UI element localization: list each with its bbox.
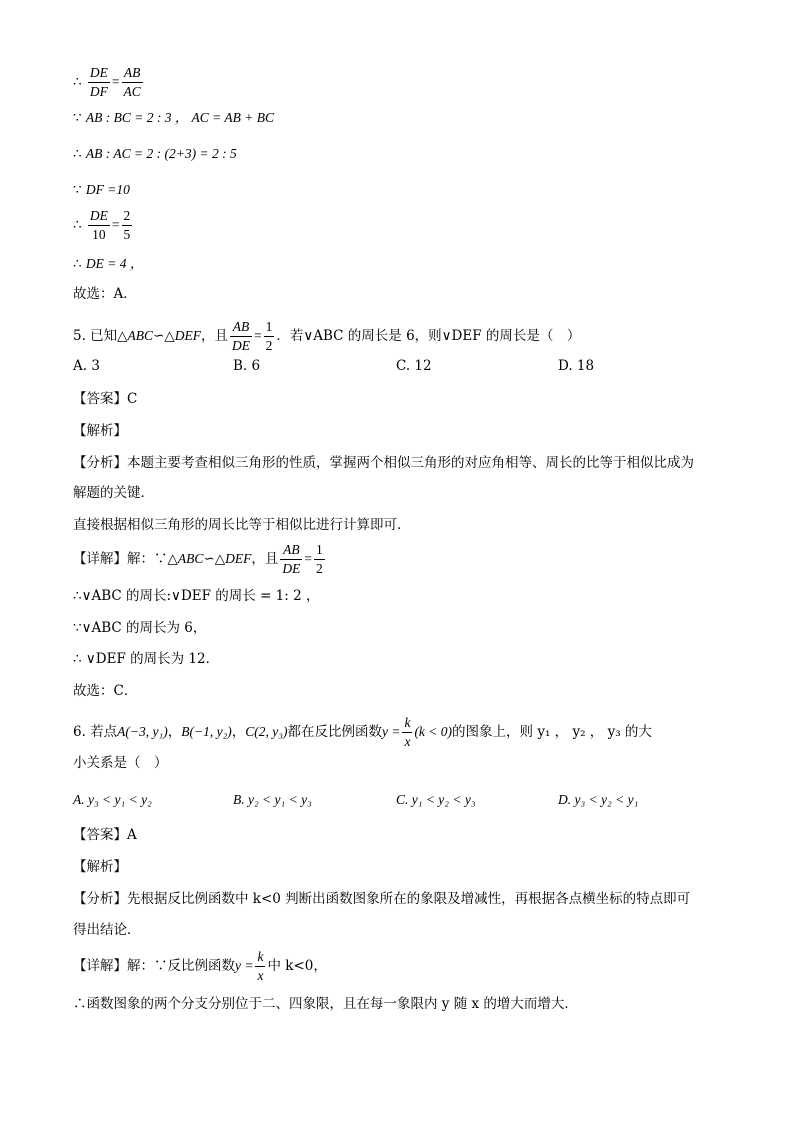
- q5-xiangjie-2: ∴∨ABC 的周长:∨DEF 的周长 = 1: 2 ，: [73, 588, 320, 604]
- question-6-line-2: 小关系是（ ）: [73, 755, 168, 771]
- because-symbol: ∵: [73, 110, 82, 126]
- fraction-ab-de-2: $\frac{AB}{DE}$: [282, 542, 301, 576]
- q5-analysis-heading: 【解析】: [73, 423, 127, 439]
- q5-option-c: C. 12: [396, 358, 432, 374]
- line-de-result: ∴ DE = 4 ，: [73, 256, 144, 272]
- because-symbol: ∵: [73, 182, 82, 198]
- q6-option-b: B. y₂ < y₁ < y₃: [233, 792, 312, 807]
- fraction-1-2: $\frac{1}{2}$: [265, 319, 273, 353]
- q6-option-d: D. y₃ < y₂ < y₁: [558, 792, 639, 807]
- q5-fenxi-1: 【分析】本题主要考查相似三角形的性质，掌握两个相似三角形的对应角相等、周长的比等于相似比成为: [73, 455, 694, 471]
- line-df-value: ∵ DF =10: [73, 182, 130, 198]
- question-5: 5. 已知△ABC∽△DEF，且 $\frac{AB}{DE}$ = $\frac{1}{2}$ ．若∨ABC 的周长是 6，则∨DEF 的周长是（ ）: [73, 319, 581, 353]
- q5-fenxi-2: 解题的关键．: [73, 485, 154, 501]
- q6-analysis-heading: 【解析】: [73, 859, 127, 875]
- fraction-2-5: $\frac{2}{5}$: [123, 208, 131, 242]
- therefore-symbol: ∴: [73, 74, 82, 90]
- line-ab-ac-ratio: ∴ AB : AC = 2 : (2+3) = 2 : 5: [73, 146, 237, 162]
- q6-fenxi-1: 【分析】先根据反比例函数中 k<0 判断出函数图象所在的象限及增减性，再根据各点横坐标的特点即可: [73, 891, 691, 907]
- fraction-k-x-2: $\frac{k}{x}$: [257, 949, 264, 983]
- q6-xiangjie-1: 【详解】解：∵反比例函数y = $\frac{k}{x}$ 中 k<0，: [73, 949, 327, 983]
- q5-xiangjie-5: 故选：C．: [73, 683, 138, 699]
- fraction-de-df: $\frac{DE}{DF}$: [89, 65, 108, 99]
- therefore-symbol: ∴: [73, 146, 82, 162]
- fraction-k-x: $\frac{k}{x}$: [404, 715, 411, 749]
- line-ratio-2: ∴ $\frac{DE}{10}$ = $\frac{2}{5}$: [73, 208, 131, 242]
- line-given-ratio: ∵ AB : BC = 2 : 3 ， AC = AB + BC: [73, 110, 274, 126]
- q6-option-a: A. y₃ < y₁ < y₂: [73, 792, 152, 807]
- therefore-symbol: ∴: [73, 217, 82, 233]
- fraction-de-10: $\frac{DE}{10}$: [89, 208, 108, 242]
- question-6-line-1: 6. 若点A(−3, y₁)，B(−1, y₂)，C(2, y₃)都在反比例函数y = $\frac{k}{x}$ (k < 0)的图象上，则 y₁ ， y₂ ， y₃ 的大: [73, 715, 652, 749]
- q6-fenxi-2: 得出结论．: [73, 922, 141, 938]
- q5-option-d: D. 18: [558, 358, 595, 374]
- q5-xiangjie-1: 【详解】解：∵△ABC∽△DEF，且 $\frac{AB}{DE}$ = $\frac{1}{2}$: [73, 542, 323, 576]
- therefore-symbol: ∴: [73, 256, 82, 272]
- q5-fenxi-3: 直接根据相似三角形的周长比等于相似比进行计算即可．: [73, 517, 411, 533]
- q6-option-c: C. y₁ < y₂ < y₃: [396, 792, 476, 807]
- line-ratio-1: ∴ $\frac{DE}{DF}$ = $\frac{AB}{AC}$: [73, 65, 141, 99]
- fraction-1-2-b: $\frac{1}{2}$: [315, 542, 323, 576]
- q5-option-a: A. 3: [73, 358, 100, 374]
- fraction-ab-de: $\frac{AB}{DE}$: [232, 319, 250, 353]
- q5-xiangjie-4: ∴ ∨DEF 的周长为 12．: [73, 651, 220, 667]
- q5-option-b: B. 6: [233, 358, 261, 374]
- line-choice-a: 故选：A．: [73, 286, 137, 302]
- q5-answer: 【答案】C: [73, 391, 138, 407]
- fraction-ab-ac: $\frac{AB}{AC}$: [123, 65, 141, 99]
- q6-answer: 【答案】A: [73, 827, 137, 843]
- q5-xiangjie-3: ∵∨ABC 的周长为 6，: [73, 620, 207, 636]
- q6-xiangjie-2: ∴函数图象的两个分支分别位于二、四象限，且在每一象限内 y 随 x 的增大而增大．: [73, 996, 578, 1012]
